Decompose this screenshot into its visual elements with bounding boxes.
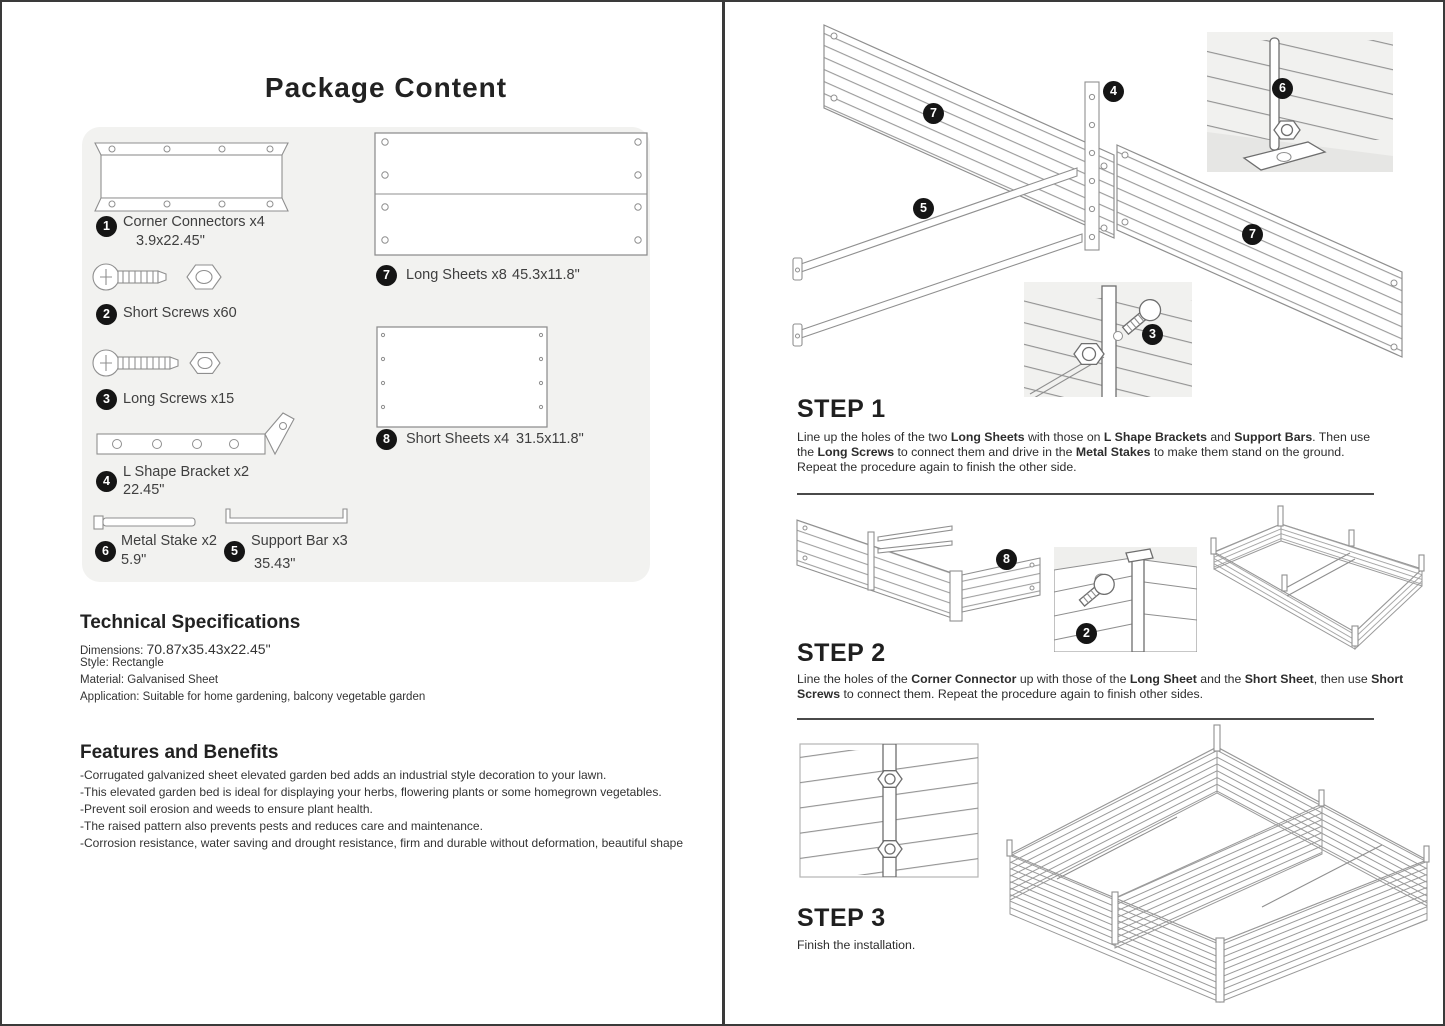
section-divider (797, 493, 1374, 495)
step3-finished-bed (1007, 725, 1429, 1002)
tech-specs-title: Technical Specifications (80, 612, 301, 633)
item-number-badge: 7 (376, 265, 397, 286)
step2-instructions: Line the holes of the Corner Connector up with those of the Long Sheet and the Short Sheet, then use Short Screws to connect them. Repeat the procedure again to finish other sides. (797, 672, 1404, 702)
diagram-marker-long-screw: 3 (1142, 324, 1163, 345)
item-label: Metal Stake x2 (121, 533, 217, 549)
long-screw-drawing (93, 350, 178, 376)
item-dimension: 35.43" (254, 556, 296, 572)
short-screw-nut-drawing (187, 265, 221, 289)
step3-instructions: Finish the installation. (797, 938, 916, 952)
item-dimension: 3.9x22.45" (136, 233, 205, 249)
item-number-badge: 5 (224, 541, 245, 562)
item-label: Support Bar x3 (251, 533, 348, 549)
feature-item: -Corrugated galvanized sheet elevated garden bed adds an industrial style decoration to your lawn. (80, 768, 607, 782)
step3-title: STEP 3 (797, 904, 886, 932)
item-dimension: 22.45" (123, 482, 165, 498)
step1-title: STEP 1 (797, 395, 886, 423)
feature-item: -The raised pattern also prevents pests and reduces care and maintenance. (80, 819, 483, 833)
step2-diagram (797, 506, 1424, 652)
item-number-badge: 1 (96, 216, 117, 237)
step1-inset-screw (1024, 282, 1192, 400)
step3-inset-bolts (792, 744, 992, 877)
item-number-badge: 2 (96, 304, 117, 325)
item-label: L Shape Bracket x2 (123, 464, 250, 480)
diagram-marker-l-bracket: 4 (1103, 81, 1124, 102)
long-screw-nut-drawing (190, 353, 220, 374)
spec-material: Material: Galvanised Sheet (80, 674, 219, 686)
item-label: Long Screws x15 (123, 391, 235, 407)
page-divider (722, 2, 725, 1026)
step1-diagram (793, 25, 1402, 400)
corner-connector-drawing (95, 143, 288, 211)
assembly-diagrams (782, 2, 1445, 1026)
diagram-marker-metal-stake: 6 (1272, 78, 1293, 99)
l-shape-bracket-drawing (97, 413, 294, 454)
spec-application: Application: Suitable for home gardening, balcony vegetable garden (80, 691, 426, 703)
feature-item: -Corrosion resistance, water saving and drought resistance, firm and durable without deformation, beautiful shape (80, 836, 683, 850)
step3-diagram (792, 725, 1429, 1002)
long-sheets-drawing (375, 133, 647, 255)
diagram-marker-long-sheet-right: 7 (1242, 224, 1263, 245)
spec-dimensions-value: 70.87x35.43x22.45" (146, 641, 271, 657)
item-label: Long Sheets x8 (406, 267, 507, 283)
item-number-badge: 6 (95, 541, 116, 562)
step1-instructions: Line up the holes of the two Long Sheets with those on L Shape Brackets and Support Bars. Then use the Long Screws to connect them and drive in the Metal Stakes to make them stand on the ground. Repeat the procedure again to finish the other side. (797, 430, 1371, 475)
step1-inset-stake (1200, 32, 1400, 172)
section-divider (797, 718, 1374, 720)
diagram-marker-support-bar: 5 (913, 198, 934, 219)
support-bar-drawing (226, 509, 347, 523)
short-sheets-drawing (377, 327, 547, 427)
item-number-badge: 8 (376, 429, 397, 450)
diagram-marker-short-screw: 2 (1076, 623, 1097, 644)
spec-style: Style: Rectangle (80, 657, 164, 669)
step2-title: STEP 2 (797, 639, 886, 667)
feature-item: -This elevated garden bed is ideal for displaying your herbs, flowering plants or some homegrown vegetables. (80, 785, 662, 799)
diagram-marker-short-sheet: 8 (996, 549, 1017, 570)
item-number-badge: 4 (96, 471, 117, 492)
item-number-badge: 3 (96, 389, 117, 410)
item-dimension: 5.9" (121, 552, 147, 568)
item-label: Short Sheets x4 (406, 431, 510, 447)
diagram-marker-long-sheet: 7 (923, 103, 944, 124)
spec-dimensions (80, 641, 271, 657)
spec-dimensions-label: Dimensions: (80, 645, 144, 657)
step2-frame (1211, 506, 1424, 649)
features-title: Features and Benefits (80, 742, 279, 763)
page-title: Package Content (264, 72, 508, 103)
metal-stake-drawing (94, 516, 195, 529)
item-dimension: 31.5x11.8" (516, 431, 584, 447)
item-label: Short Screws x60 (123, 305, 237, 321)
item-dimension: 45.3x11.8" (512, 267, 580, 283)
short-screw-drawing (93, 264, 166, 290)
feature-item: -Prevent soil erosion and weeds to ensure plant health. (80, 802, 373, 816)
package-parts-illustration (82, 127, 650, 582)
item-label: Corner Connectors x4 (123, 214, 265, 230)
